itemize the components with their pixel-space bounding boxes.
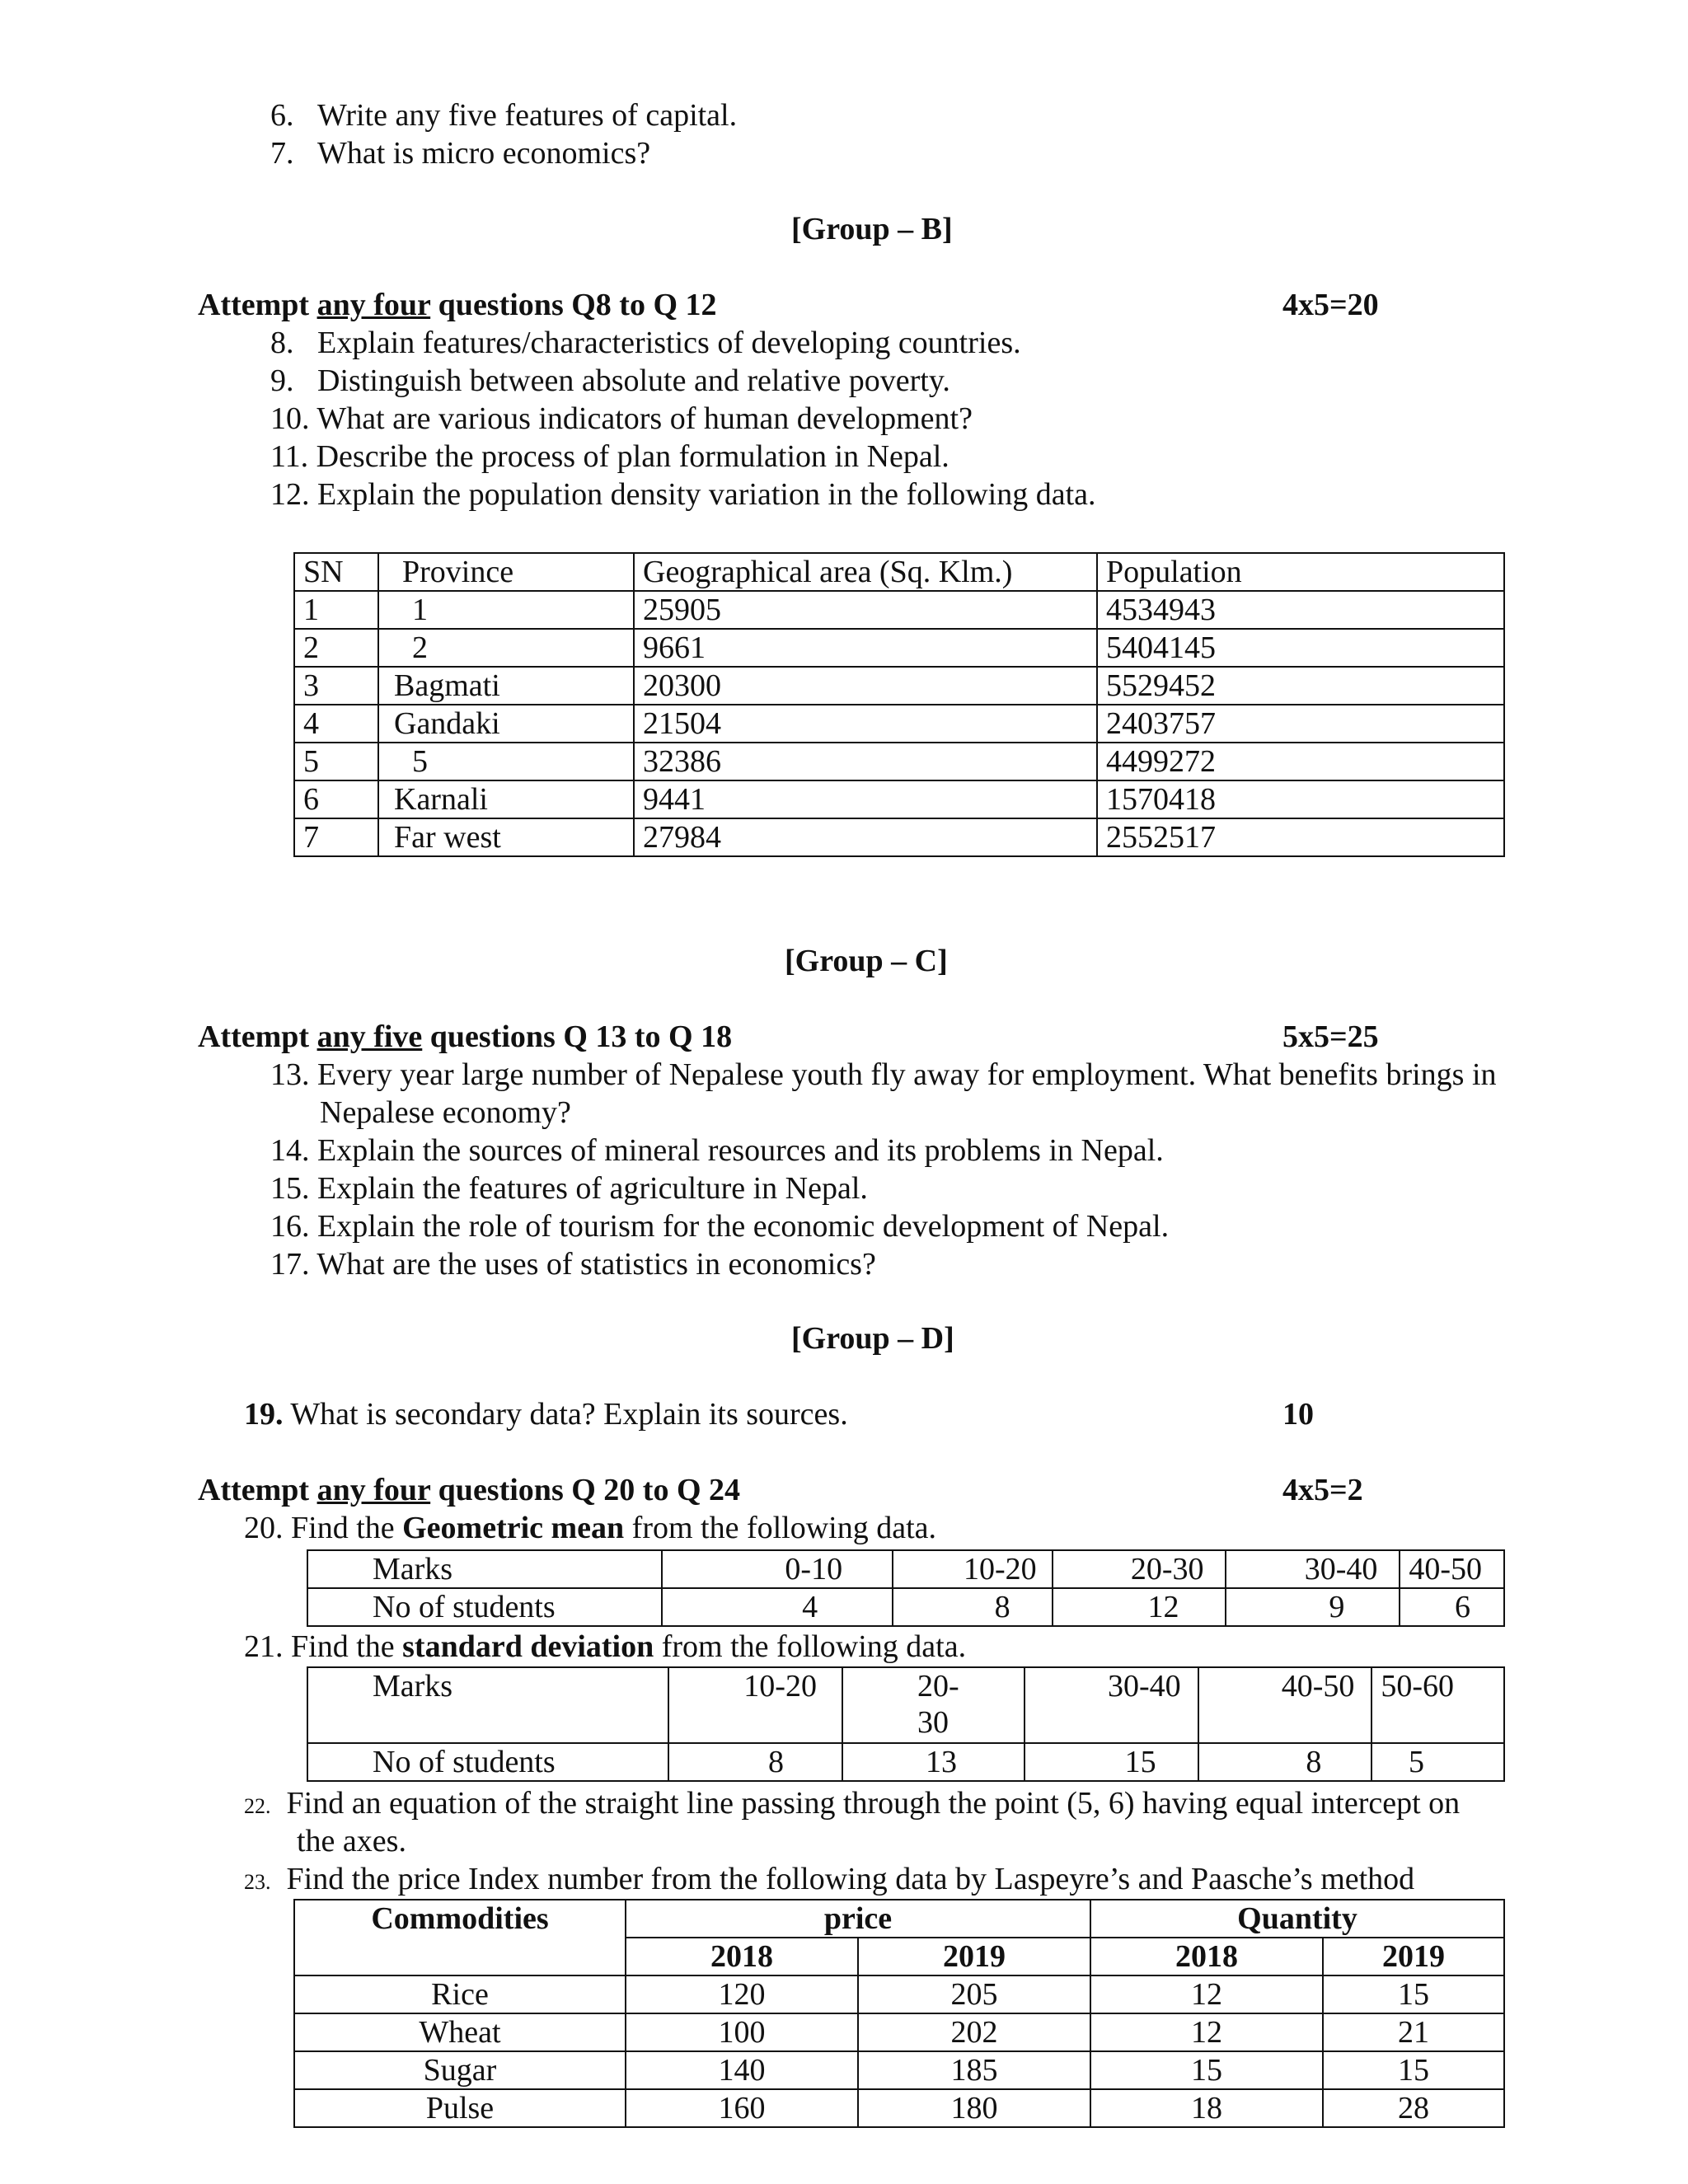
question-19-marks: 10 <box>1282 1397 1314 1432</box>
question-22-line2: the axes. <box>297 1824 406 1858</box>
table-row: Rice 120 205 12 15 <box>294 1975 1504 2013</box>
question-23: 23. Find the price Index number from the following data by Laspeyre’s and Paasche’s method <box>244 1862 1415 1896</box>
table-row: 3 Bagmati 20300 5529452 <box>294 667 1504 705</box>
table-row: 4 Gandaki 21504 2403757 <box>294 705 1504 743</box>
group-b-marks: 4x5=20 <box>1282 288 1379 322</box>
question-8: 8. Explain features/characteristics of developing countries. <box>270 326 1021 360</box>
table-row: No of students 8 13 15 8 5 <box>307 1743 1504 1781</box>
table-row: Pulse 160 180 18 28 <box>294 2089 1504 2127</box>
question-9: 9. Distinguish between absolute and relative poverty. <box>270 363 950 398</box>
question-number: 6. <box>270 98 294 133</box>
table-row: 2 2 9661 5404145 <box>294 629 1504 667</box>
table-header-row: 2018 2019 2018 2019 <box>294 1938 1504 1975</box>
question-22: 22. Find an equation of the straight line passing through the point (5, 6) having equal intercept on <box>244 1786 1461 1821</box>
group-c-heading: [Group – C] <box>785 944 948 978</box>
table-row: 5 5 32386 4499272 <box>294 743 1504 780</box>
question-21: 21. Find the standard deviation from the following data. <box>244 1629 967 1664</box>
table-header-cell: Geographical area (Sq. Klm.) <box>634 553 1097 591</box>
question-13-line1: 13. Every year large number of Nepalese youth fly away for employment. What benefits brings in <box>270 1057 1497 1092</box>
table-header-row: Commodities price Quantity <box>294 1900 1504 1938</box>
instruction-underlined: any four <box>316 288 431 322</box>
group-b-heading: [Group – B] <box>791 212 953 246</box>
question-10: 10. What are various indicators of human development? <box>270 401 973 436</box>
question-16: 16. Explain the role of tourism for the economic development of Nepal. <box>270 1209 1170 1244</box>
question-7 <box>270 135 650 173</box>
question-15: 15. Explain the features of agriculture in Nepal. <box>270 1171 868 1206</box>
question-number: 7. <box>270 136 294 171</box>
instruction-text: Attempt <box>198 288 317 322</box>
instruction-text: questions Q8 to Q 12 <box>430 288 717 322</box>
group-c-instruction: Attempt any five questions Q 13 to Q 18 <box>198 1019 733 1054</box>
question-6 <box>270 97 737 135</box>
group-b-instruction <box>198 287 717 325</box>
question-12: 12. Explain the population density variation in the following data. <box>270 477 1096 512</box>
geometric-mean-table <box>307 1549 1505 1627</box>
price-index-table <box>293 1899 1505 2128</box>
table-header-row <box>294 553 1504 591</box>
group-d-marks: 4x5=2 <box>1282 1473 1363 1507</box>
table-row: No of students 4 8 12 9 6 <box>307 1588 1504 1626</box>
table-row: 1 1 25905 4534943 <box>294 591 1504 629</box>
table-row: 7 Far west 27984 2552517 <box>294 818 1504 856</box>
table-row: 6 Karnali 9441 1570418 <box>294 780 1504 818</box>
question-14: 14. Explain the sources of mineral resources and its problems in Nepal. <box>270 1133 1164 1168</box>
table-header-cell: Province <box>378 553 634 591</box>
question-text: Write any five features of capital. <box>317 98 738 133</box>
group-d-heading: [Group – D] <box>791 1321 954 1356</box>
table-row: Marks 10-20 20- 30 30-40 40-50 50-60 <box>307 1667 1504 1743</box>
question-17: 17. What are the uses of statistics in economics? <box>270 1247 876 1282</box>
question-19: 19. What is secondary data? Explain its sources. <box>244 1397 848 1432</box>
question-text: What is micro economics? <box>317 136 651 171</box>
table-row: Sugar 140 185 15 15 <box>294 2051 1504 2089</box>
table-header-cell: Population <box>1097 553 1504 591</box>
table-row: Marks 0-10 10-20 20-30 30-40 40-50 <box>307 1550 1504 1588</box>
population-table <box>293 552 1505 857</box>
question-20: 20. Find the Geometric mean from the following data. <box>244 1511 937 1545</box>
question-11: 11. Describe the process of plan formulation in Nepal. <box>270 439 950 474</box>
table-row: Wheat 100 202 12 21 <box>294 2013 1504 2051</box>
standard-deviation-table <box>307 1666 1505 1782</box>
marks-cell-wrapped: 20- 30 <box>842 1667 1025 1743</box>
group-c-marks: 5x5=25 <box>1282 1019 1379 1054</box>
table-header-cell: SN <box>294 553 378 591</box>
group-d-instruction: Attempt any four questions Q 20 to Q 24 <box>198 1473 740 1507</box>
question-13-line2: Nepalese economy? <box>320 1095 571 1130</box>
